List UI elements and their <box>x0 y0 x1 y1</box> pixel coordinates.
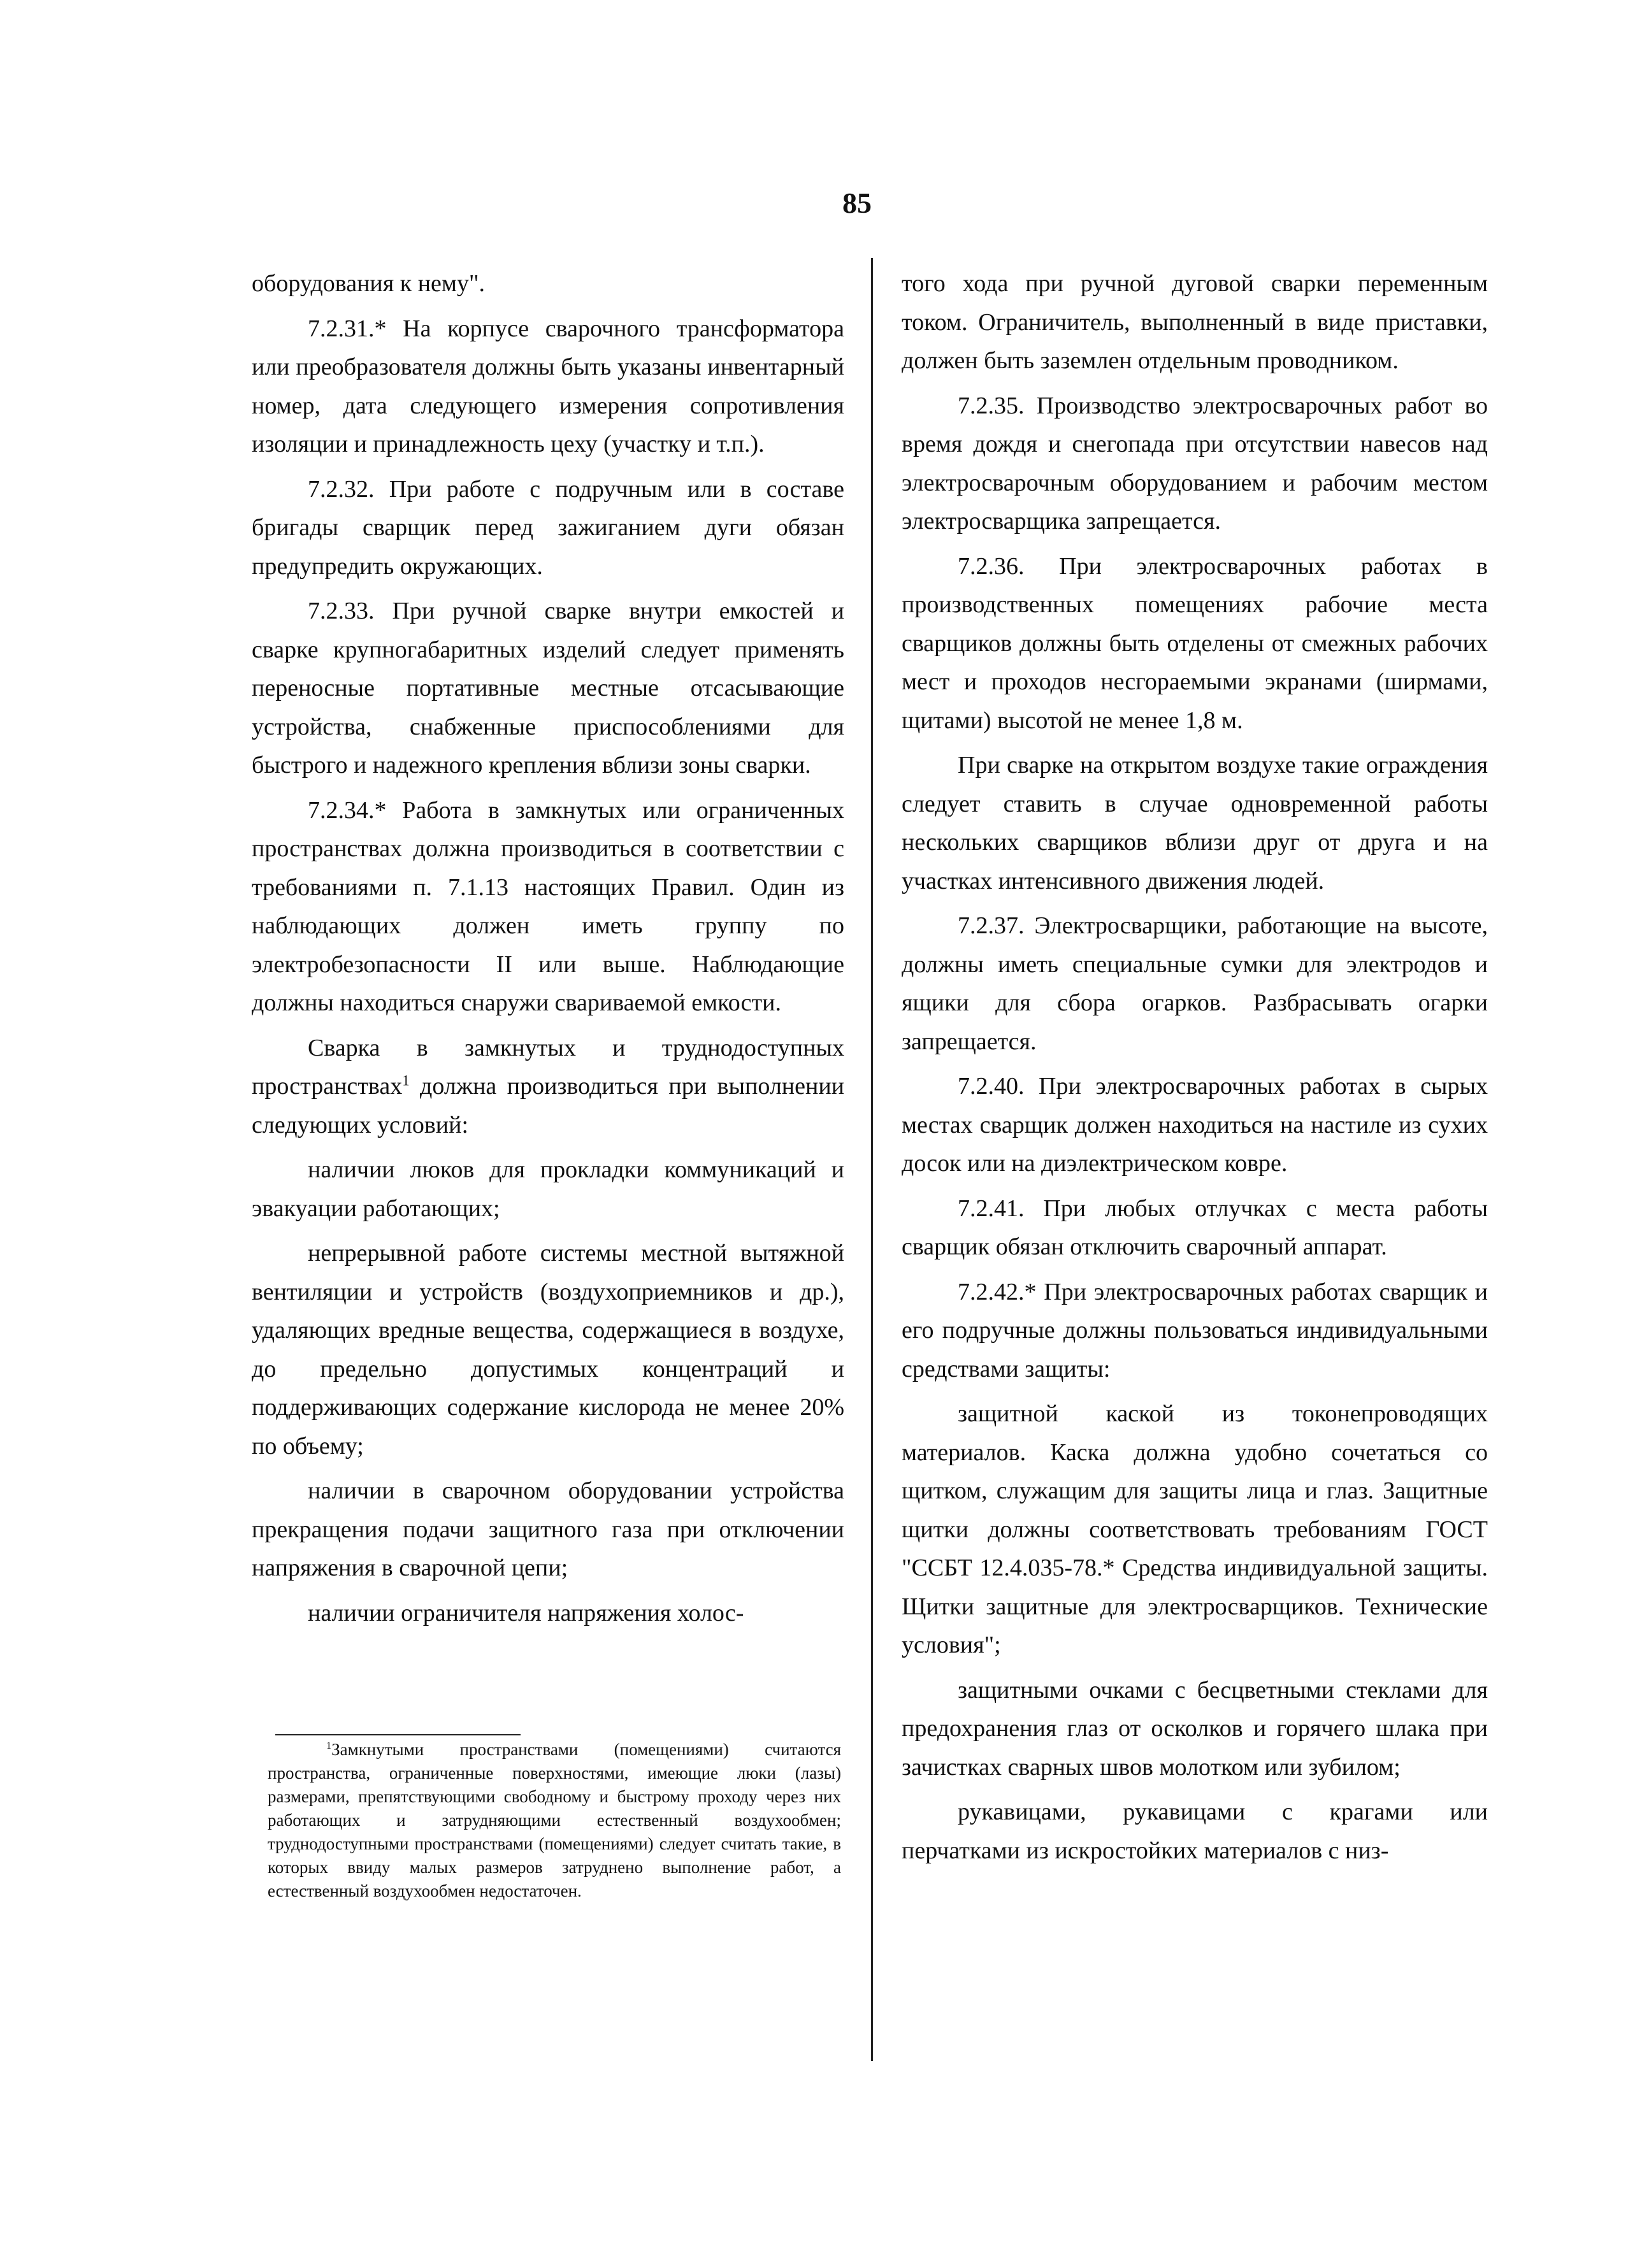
paragraph-7-2-37: 7.2.37. Электросварщики, работающие на высоте, должны иметь специальные сумки для электродов и ящики для сбора огарков. Разбрасывать огарки запрещается. <box>902 912 1488 1055</box>
footnote-text: Замкнутыми пространствами (помещениями) считаются пространства, ограниченные поверхностями, имеющие люки (лазы) размерами, препятствующими свободному и быстрому проходу через них работающих и затрудняющими естественный воздухообмен; труднодоступными пространствами (помещениями) следует считать такие, в которых ввиду малых размеров затруднено выполнение работ, а естественный воздухообмен недостаточен. <box>268 1740 841 1900</box>
paragraph-7-2-36: 7.2.36. При электросварочных работах в производственных помещениях рабочие места сварщиков должны быть отделены от смежных рабочих мест и проходов несгораемыми экранами (ширмами, щитами) высотой не менее 1,8 м. <box>902 552 1488 734</box>
paragraph-7-2-42: 7.2.42.* При электросварочных работах сварщик и его подручные должны пользоваться индивидуальными средствами защиты: <box>902 1278 1488 1382</box>
paragraph: того хода при ручной дуговой сварки переменным током. Ограничитель, выполненный в виде приставки, должен быть заземлен отдельным проводником. <box>902 270 1488 374</box>
paragraph-7-2-35: 7.2.35. Производство электросварочных работ во время дождя и снегопада при отсутствии навесов над электросварочным оборудованием и рабочим местом электросварщика запрещается. <box>902 392 1488 535</box>
list-item: наличии в сварочном оборудовании устройства прекращения подачи защитного газа при отключении напряжения в сварочной цепи; <box>252 1477 844 1581</box>
paragraph: оборудования к нему". <box>252 270 485 297</box>
right-column <box>902 264 1488 1876</box>
list-item: рукавицами, рукавицами с крагами или перчатками из искростойких материалов с низ- <box>902 1798 1488 1864</box>
paragraph-text: Сварка в замкнутых и труднодоступных пространствах <box>252 1034 844 1100</box>
paragraph-enclosed-spaces <box>252 1029 844 1145</box>
footnote-rule <box>275 1734 521 1735</box>
footnote-reference: 1 <box>402 1072 410 1089</box>
footnote <box>268 1738 841 1903</box>
paragraph-7-2-40: 7.2.40. При электросварочных работах в сырых местах сварщик должен находиться на настиле из сухих досок или на диэлектрическом ковре. <box>902 1073 1488 1177</box>
column-divider <box>871 258 873 2061</box>
page-number: 85 <box>842 187 872 219</box>
footnote-mark: 1 <box>326 1740 332 1751</box>
paragraph-text: должна производиться при выполнении следующих условий: <box>252 1073 844 1138</box>
paragraph: При сварке на открытом воздухе такие ограждения следует ставить в случае одновременной работы нескольких сварщиков вблизи друг от друга и на участках интенсивного движения людей. <box>902 752 1488 894</box>
list-item: наличии люков для прокладки коммуникаций и эвакуации работающих; <box>252 1156 844 1222</box>
list-item: защитными очками с бесцветными стеклами для предохранения глаз от осколков и горячего шлака при зачистках сварных швов молотком или зубилом; <box>902 1676 1488 1781</box>
paragraph-7-2-32: 7.2.32. При работе с подручным или в составе бригады сварщик перед зажиганием дуги обязан предупредить окружающих. <box>252 475 844 580</box>
paragraph-7-2-33: 7.2.33. При ручной сварке внутри емкостей и сварке крупногабаритных изделий следует применять переносные портативные местные отсасывающие устройства, снабженные приспособлениями для быстрого и надежного крепления вблизи зоны сварки. <box>252 598 844 779</box>
list-item: защитной каской из токонепроводящих материалов. Каска должна удобно сочетаться со щитком, служащим для защиты лица и глаз. Защитные щитки должны соответствовать требованиям ГОСТ "ССБТ 12.4.035-78.* Средства индивидуальной защиты. Щитки защитные для электросварщиков. Технические условия"; <box>902 1400 1488 1658</box>
paragraph-7-2-31: 7.2.31.* На корпусе сварочного трансформатора или преобразователя должны быть указаны инвентарный номер, дата следующего измерения сопротивления изоляции и принадлежность цеху (участку и т.п.). <box>252 315 844 457</box>
list-item: непрерывной работе системы местной вытяжной вентиляции и устройств (воздухоприемников и др.), удаляющих вредные вещества, содержащиеся в воздухе, до предельно допустимых концентраций и поддерживающих содержание кислорода не менее 20% по объему; <box>252 1240 844 1460</box>
list-item: наличии ограничителя напряжения холос- <box>308 1599 744 1626</box>
paragraph-7-2-34: 7.2.34.* Работа в замкнутых или ограниченных пространствах должна производиться в соответствии с требованиями п. 7.1.13 настоящих Правил. Один из наблюдающих должен иметь группу по электробезопасности II или выше. Наблюдающие должны находиться снаружи свариваемой емкости. <box>252 796 844 1016</box>
paragraph-7-2-41: 7.2.41. При любых отлучках с места работы сварщик обязан отключить сварочный аппарат. <box>902 1195 1488 1260</box>
left-column <box>252 264 844 1639</box>
